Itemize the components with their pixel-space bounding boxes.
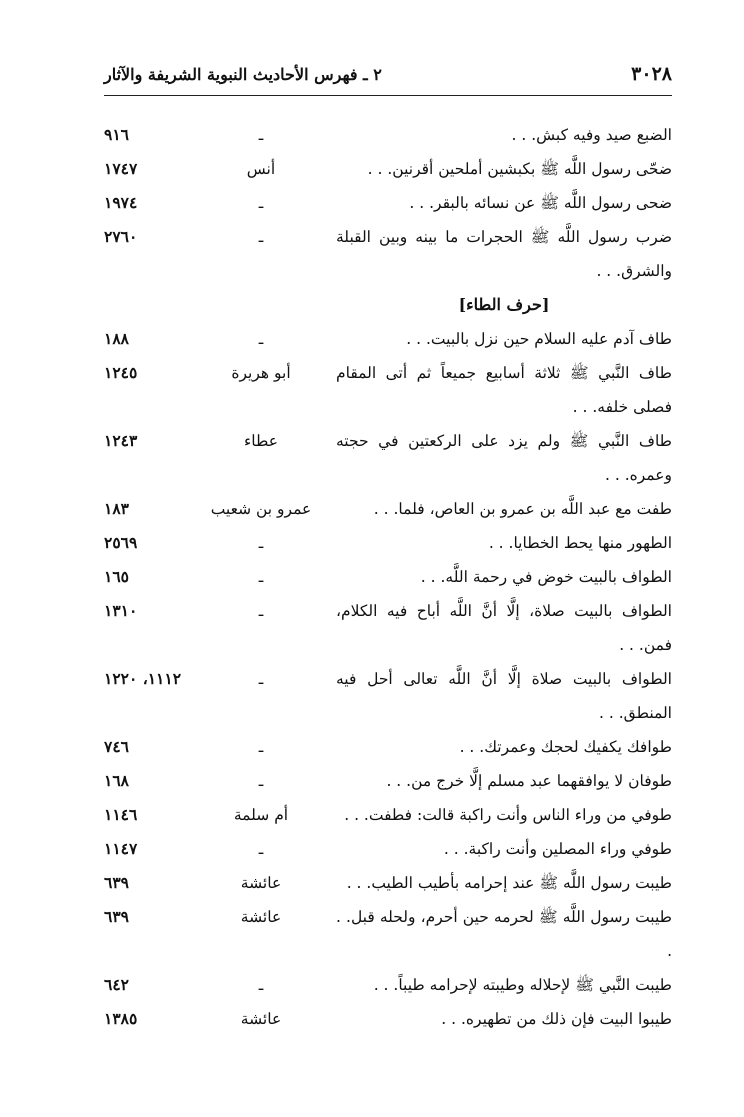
hadith-number: ١١١٢، ١٢٢٠ bbox=[104, 669, 182, 688]
hadith-text: الطواف بالبيت صلاة، إلَّا أنَّ اللَّه أباح فيه الكلام، فمن. . . bbox=[336, 602, 672, 654]
hadith-number: ١٣٨٥ bbox=[104, 1009, 138, 1028]
running-title: ٢ ـ فهرس الأحاديث النبوية الشريفة والآثار bbox=[104, 64, 382, 84]
hadith-text: طاف النَّبي ﷺ ثلاثة أسابيع جميعاً ثم أتى المقام فصلى خلفه. . . bbox=[336, 364, 672, 416]
hadith-text: طيبت النَّبي ﷺ لإحلاله وطيبته لإحرامه طيباً. . . bbox=[373, 976, 672, 994]
hadith-number: ١٦٥ bbox=[104, 567, 129, 586]
hadith-text: طيبت رسول اللَّه ﷺ عند إحرامه بأطيب الطيب. . . bbox=[346, 874, 672, 892]
page-header bbox=[104, 56, 672, 92]
narrator: أبو هريرة bbox=[231, 364, 291, 382]
hadith-text: ضحّى رسول اللَّه ﷺ بكبشين أملحين أقرنين. . . bbox=[367, 160, 672, 178]
hadith-number: ١١٤٧ bbox=[104, 839, 138, 858]
hadith-number: ١٨٨ bbox=[104, 329, 129, 348]
page-number: ٣٠٢٨ bbox=[631, 63, 672, 85]
hadith-text: طاف آدم عليه السلام حين نزل بالبيت. . . bbox=[406, 330, 672, 348]
table-row bbox=[104, 832, 672, 866]
narrator: ـ bbox=[258, 772, 264, 790]
narrator: ـ bbox=[258, 568, 264, 586]
narrator: ـ bbox=[258, 228, 264, 246]
narrator: ـ bbox=[258, 670, 264, 688]
table-row bbox=[104, 1002, 672, 1036]
narrator: ـ bbox=[258, 330, 264, 348]
narrator: عمرو بن شعيب bbox=[210, 500, 312, 518]
narrator: أنس bbox=[246, 160, 276, 178]
hadith-text: طوفي من وراء الناس وأنت راكبة قالت: فطفت. . . bbox=[344, 806, 672, 824]
hadith-text: طاف النَّبي ﷺ ولم يزد على الركعتين في حجته وعمره. . . bbox=[336, 432, 672, 484]
hadith-number: ٦٣٩ bbox=[104, 873, 129, 892]
narrator: ـ bbox=[258, 738, 264, 756]
narrator: عائشة bbox=[240, 1010, 282, 1028]
table-row bbox=[104, 866, 672, 900]
hadith-number: ٦٤٢ bbox=[104, 975, 129, 994]
hadith-number: ١٦٨ bbox=[104, 771, 129, 790]
hadith-text: الطهور منها يحط الخطايا. . . bbox=[488, 534, 672, 552]
index-table bbox=[104, 118, 672, 1036]
hadith-number: ٢٥٦٩ bbox=[104, 533, 138, 552]
table-row bbox=[104, 322, 672, 356]
section-heading: [حرف الطاء] bbox=[458, 295, 550, 314]
narrator: ـ bbox=[258, 602, 264, 620]
hadith-text: الطواف بالبيت صلاة إلَّا أنَّ اللَّه تعالى أحل فيه المنطق. . . bbox=[336, 670, 672, 722]
table-row bbox=[104, 968, 672, 1002]
hadith-number: ٢٧٦٠ bbox=[104, 227, 138, 246]
section-heading-row bbox=[104, 288, 672, 322]
hadith-number: ١٣١٠ bbox=[104, 601, 138, 620]
table-row bbox=[104, 798, 672, 832]
narrator: أم سلمة bbox=[233, 806, 289, 824]
hadith-text: طيبت رسول اللَّه ﷺ لحرمه حين أحرم، ولحله قبل. . . bbox=[336, 908, 672, 960]
table-row bbox=[104, 900, 672, 968]
table-row bbox=[104, 560, 672, 594]
hadith-number: ١٢٤٣ bbox=[104, 431, 138, 450]
narrator: ـ bbox=[258, 126, 264, 144]
narrator: عطاء bbox=[244, 432, 278, 450]
table-row bbox=[104, 186, 672, 220]
table-row bbox=[104, 152, 672, 186]
hadith-text: الطواف بالبيت خوض في رحمة اللَّه. . . bbox=[420, 568, 672, 586]
narrator: ـ bbox=[258, 840, 264, 858]
table-row bbox=[104, 526, 672, 560]
narrator: عائشة bbox=[240, 874, 282, 892]
hadith-number: ١٨٣ bbox=[104, 499, 129, 518]
hadith-text: الضبع صيد وفيه كبش. . . bbox=[511, 126, 672, 144]
hadith-text: طفت مع عبد اللَّه بن عمرو بن العاص، فلما. . . bbox=[373, 500, 672, 518]
hadith-number: ٩١٦ bbox=[104, 125, 129, 144]
hadith-text: طيبوا البيت فإن ذلك من تطهيره. . . bbox=[441, 1010, 672, 1028]
header-divider bbox=[104, 95, 672, 96]
table-row bbox=[104, 492, 672, 526]
narrator: ـ bbox=[258, 534, 264, 552]
narrator: ـ bbox=[258, 976, 264, 994]
table-row bbox=[104, 730, 672, 764]
hadith-text: طوفي وراء المصلين وأنت راكبة. . . bbox=[443, 840, 672, 858]
hadith-text: ضرب رسول اللَّه ﷺ الحجرات ما بينه وبين القبلة والشرق. . . bbox=[336, 228, 672, 280]
narrator: عائشة bbox=[240, 908, 282, 926]
hadith-text: طوافك يكفيك لحجك وعمرتك. . . bbox=[459, 738, 672, 756]
hadith-number: ١٩٧٤ bbox=[104, 193, 138, 212]
table-row bbox=[104, 118, 672, 152]
hadith-text: ضحى رسول اللَّه ﷺ عن نسائه بالبقر. . . bbox=[409, 194, 672, 212]
table-row bbox=[104, 220, 672, 288]
entries-dad bbox=[104, 118, 672, 288]
hadith-text: طوفان لا يوافقهما عبد مسلم إلَّا خرج من. . . bbox=[386, 772, 672, 790]
table-row bbox=[104, 594, 672, 662]
table-row bbox=[104, 356, 672, 424]
hadith-number: ١٢٤٥ bbox=[104, 363, 138, 382]
hadith-number: ١٧٤٧ bbox=[104, 159, 138, 178]
table-row bbox=[104, 662, 672, 730]
table-row bbox=[104, 764, 672, 798]
hadith-number: ٦٣٩ bbox=[104, 907, 129, 926]
narrator: ـ bbox=[258, 194, 264, 212]
hadith-number: ٧٤٦ bbox=[104, 737, 129, 756]
table-row bbox=[104, 424, 672, 492]
hadith-number: ١١٤٦ bbox=[104, 805, 138, 824]
entries-ta bbox=[104, 322, 672, 1036]
